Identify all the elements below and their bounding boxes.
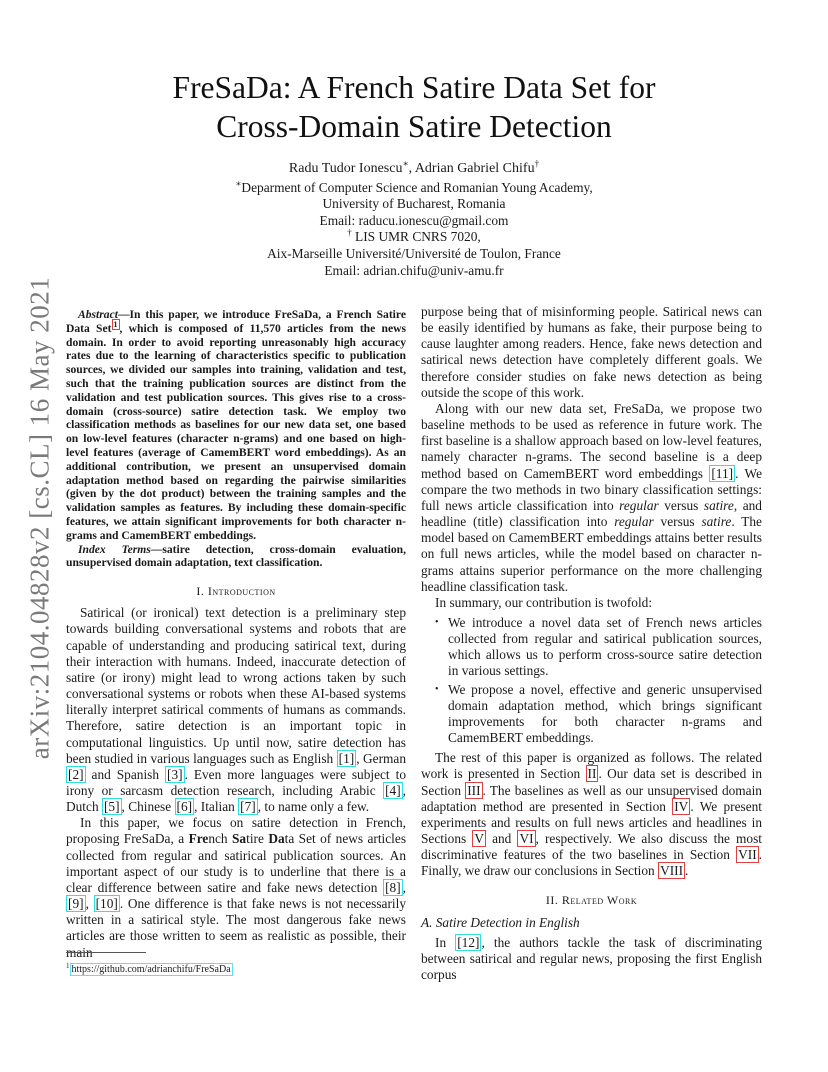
footnote-1 — [66, 960, 233, 976]
author-block — [120, 158, 708, 279]
citation-link[interactable]: [8] — [385, 879, 401, 895]
citation-link[interactable]: [4] — [385, 783, 401, 799]
intro-paragraph-2: In this paper, we focus on satire detection in French, proposing FreSaDa, a French Satire Data Set of news articles collected from regular and satirical publication sources. An important aspect of our study is to underline that there is a clear difference between satire and fake news detection [8] , [9] , [10] . One difference is that fake news is not necessarily written in a satirical style. The most dangerous fake news articles are those written to seem as realistic as possible, their main — [66, 815, 407, 960]
abstract-label: Abstract — [78, 308, 118, 321]
bullet-icon: • — [435, 616, 439, 628]
section-heading-introduction: I. Introduction — [196, 584, 276, 599]
footnote-mark: 1 — [66, 962, 70, 970]
title-line-2: Cross-Domain Satire Detection — [216, 109, 612, 144]
footnote-divider — [66, 952, 146, 953]
intro-paragraph-5: The rest of this paper is organized as follows. The related work is presented in Section II . Our data set is described in Section III . The baselines as well as our unsupervised domain adaptation method are presented in Section IV . We present experiments and results on full news articles and headlines in Sections V and VI , respectively. We also discuss the most discriminative features of the two baselines in Section VII . Finally, we draw our conclusions in Section VIII . — [421, 750, 763, 879]
abstract: Abstract—In this paper, we introduce FreSaDa, a French Satire Data Set $^1$ , which is composed of 11,570 articles from the news domain. In order to avoid reporting unreasonably high accuracy rates due to the learning of characteristics specific to publication sources, we divided our samples into training, validation and test, such that the training publication sources are distinct from the validation and test publication sources. This gives rise to a cross-domain (cross-source) satire detection task. We employ two classification methods as baselines for our new data set, one based on low-level features (character n-grams) and one based on high-level features (average of CamemBERT word embeddings). As an additional contribution, we present an unsupervised domain adaptation method based on regarding the pairwise similarities (given by the dot product) between the training samples and the validation samples as features. By including these domain-specific features, we attain significant improvements for both character n-grams and CamemBERT embeddings. — [66, 308, 406, 542]
citation-link[interactable]: [3] — [167, 766, 183, 782]
section-link[interactable]: V — [474, 831, 484, 846]
author-name-1: Radu Tudor Ionescu — [288, 161, 403, 176]
intro-paragraph-1: Satirical (or ironical) text detection is a preliminary step towards building conversational systems and robots that are capable of understanding and producing satirical text, during their interaction with humans. Indeed, inaccurate detection of satire (or irony) might lead to wrong actions taken by such conversational systems or robots when these AI-based systems literally interpret satirical comments of humans as commands. Therefore, satire detection is an important topic in computational linguistics. Up until now, satire detection has been studied in various languages such as English [1] , German [2] and Spanish [3] . Even more languages were subject to irony or sarcasm detection research, including Arabic [4] , Dutch [5] , Chinese [6] , Italian [7] , to name only a few. — [66, 605, 406, 815]
arxiv-identifier-text[interactable]: arXiv:2104.04828v2 [cs.CL] 16 May 2021 — [24, 276, 55, 760]
affiliation-mark-star: ∗ — [235, 178, 242, 189]
section-link[interactable]: III — [467, 782, 481, 798]
related-work-paragraph-1: In [12] , the authors tackle the task of discriminating between satirical and regular news, proposing the first English corpus — [421, 934, 763, 983]
footnote-ref-1[interactable]: 1 — [113, 319, 118, 329]
left-column — [66, 308, 406, 961]
right-column — [421, 304, 762, 983]
section-heading-related-work: II. Related Work — [545, 893, 638, 908]
subsection-heading-satire-english: A. Satire Detection in English — [421, 914, 580, 930]
citation-link[interactable]: [9] — [68, 896, 84, 912]
author-names — [120, 158, 708, 178]
section-link[interactable]: VIII — [660, 863, 684, 879]
contribution-list — [421, 615, 762, 746]
citation-link[interactable]: [5] — [103, 799, 120, 815]
section-link[interactable]: II — [587, 766, 597, 782]
intro-paragraph-4: In summary, our contribution is twofold: — [435, 594, 653, 610]
affiliation-2-line-2: Aix-Marseille Université/Université de Toulon, France — [267, 245, 561, 261]
citation-link[interactable]: [2] — [68, 766, 84, 782]
section-link[interactable]: IV — [674, 798, 689, 814]
citation-link[interactable]: [10] — [95, 896, 118, 912]
index-terms-label: Index Terms — [78, 542, 151, 556]
affiliation-1-line-1: ∗Deparment of Computer Science and Romanian Young Academy, — [235, 178, 593, 195]
author-name-2: , Adrian Gabriel Chifu — [408, 161, 535, 176]
affiliation-1-email[interactable]: Email: raducu.ionescu@gmail.com — [319, 212, 509, 228]
citation-link[interactable]: [7] — [240, 799, 256, 815]
footnote-url-link[interactable]: https://github.com/adrianchifu/FreSaDa — [71, 964, 231, 976]
title-line-1: FreSaDa: A French Satire Data Set for — [172, 70, 656, 105]
intro-paragraph-3: Along with our new data set, FreSaDa, we propose two baseline methods to be used as reference in future work. The first baseline is a shallow approach based on low-level features, namely character n-grams. The second baseline is a deep method based on CamemBERT word embeddings [11] . We compare the two methods in two binary classification settings: full news article classification into regular versus satire, and headline (title) classification into regular versus satire. The model based on CamemBERT embeddings attains better results on full news articles, while the model based on character n-grams attains superior performance on the more challenging headline classification task. — [421, 400, 762, 594]
affiliation-1-line-2: University of Bucharest, Romania — [322, 196, 506, 212]
list-item: • We propose a novel, effective and generic unsupervised domain adaptation method, which brings significant improvements for both character n-grams and CamemBERT embeddings. — [435, 681, 762, 746]
paper-title — [60, 68, 768, 146]
bullet-icon: • — [435, 683, 439, 695]
affiliation-2-email[interactable]: Email: adrian.chifu@univ-amu.fr — [324, 262, 504, 278]
citation-link[interactable]: [11] — [711, 465, 734, 481]
citation-link[interactable]: [6] — [176, 799, 193, 815]
author-mark-star: ∗ — [402, 158, 409, 169]
section-link[interactable]: VI — [519, 831, 534, 846]
index-terms: Index Terms—satire detection, cross-domain evaluation, unsupervised domain adaptation, text classification. — [66, 542, 406, 570]
section-link[interactable]: VII — [738, 847, 757, 863]
affiliation-mark-dagger: † — [347, 227, 352, 238]
author-mark-dagger: † — [534, 158, 540, 169]
affiliation-2-line-1: † LIS UMR CNRS 7020, — [347, 227, 481, 245]
list-item: • We introduce a novel data set of French news articles collected from regular and satirical publication sources, which allows us to perform cross-source satire detection in various settings. — [435, 614, 762, 679]
intro-paragraph-2-continued: purpose being that of misinforming people. Satirical news can be easily identified by humans as fake, their purpose being to cause laughter among readers. Hence, fake news detection and satirical news detection have completely different goals. We therefore consider studies on fake news detection as being outside the scope of this work. — [421, 304, 762, 400]
citation-link[interactable]: [12] — [457, 934, 480, 950]
citation-link[interactable]: [1] — [338, 750, 355, 766]
